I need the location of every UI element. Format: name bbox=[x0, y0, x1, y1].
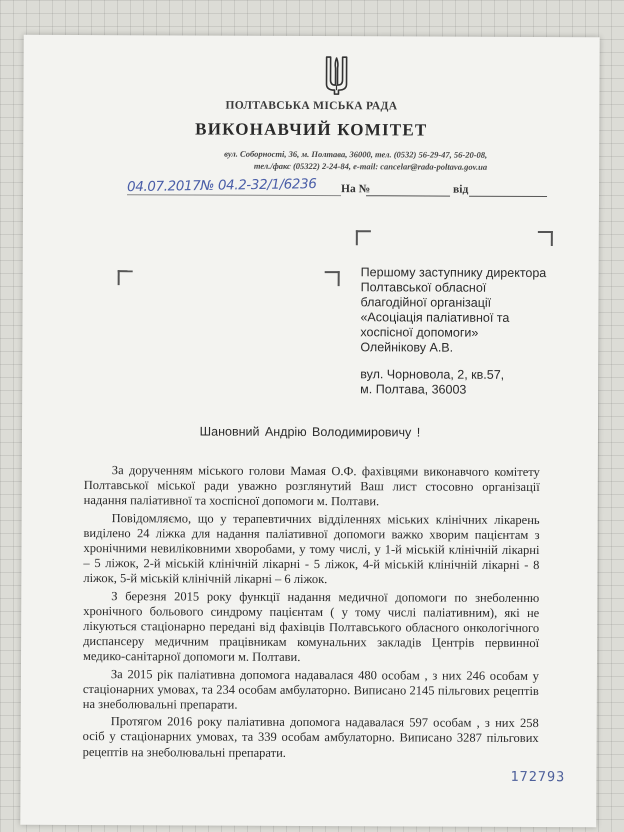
stamp-number: 172793 bbox=[510, 768, 566, 786]
recipient-line: «Асоціація паліативної та bbox=[360, 310, 510, 325]
salutation: Шановний Андрію Володимировичу ! bbox=[199, 424, 421, 440]
letter-sheet bbox=[20, 35, 599, 828]
paragraph: За дорученням міського голови Мамая О.Ф. фахівцями виконавчого комітету Полтавської міської ради уважно розглянутий Ваш лист стосовно організації надання паліативної та хоспісної допомоги м. Полтави. bbox=[83, 463, 540, 509]
paragraph: За 2015 рік паліативна допомога надавалася 480 особам , з них 246 особам у стаціонарних умовах, та 234 особам амбулаторно. Виписано 2145 пільгових рецептів на знеболювальні препарати. bbox=[82, 666, 539, 712]
reference-date-label: від bbox=[453, 183, 469, 196]
paragraph: Протягом 2016 року паліативна допомога надавалася 597 особам , з них 258 осіб у стаціонарних умовах, та 339 особам амбулаторно. Виписано 3287 пільгових рецептів на знеболювальні препарати. bbox=[82, 714, 539, 760]
reference-date-line bbox=[469, 196, 547, 197]
paragraph: З березня 2015 року функції надання медичної допомоги по знеболенню хронічного больового синдрому пацієнтам ( у тому числі паліативним), які не лікуються стаціонарно передані від фахівців Полтавського обласного онкологічного диспансеру медичним працівникам комунальних закладів Центрів первинної медико-санітарної допомоги м. Полтави. bbox=[82, 588, 540, 665]
recipient-line: хоспісної допомоги» bbox=[360, 325, 479, 340]
recipient-block bbox=[360, 265, 546, 356]
recipient-address bbox=[360, 367, 504, 398]
letter-body bbox=[83, 463, 540, 764]
recipient-line: благодійної організації bbox=[360, 295, 492, 310]
address-line: вул. Чорновола, 2, кв.57, bbox=[360, 367, 505, 382]
paragraph: Повідомляємо, що у терапевтичних відділеннях міських клінічних лікарень виділено 24 ліжка для надання паліативної допомоги важко хворим пацієнтам з хронічними невиліковними хворобами, у тому числі, у 1-й міській клінічній лікарні – 5 ліжок, 2-й міській клінічній лікарні - 5 ліжок, 4-й міській клінічній лікарні - 8 ліжок, 5-й міській клінічній лікарні – 6 ліжок. bbox=[83, 510, 540, 587]
reference-number-line bbox=[366, 195, 450, 196]
council-name: ПОЛТАВСЬКА МІСЬКА РАДА bbox=[225, 99, 398, 113]
corner-mark bbox=[325, 271, 340, 286]
corner-mark bbox=[356, 230, 371, 245]
address-line: м. Полтава, 36003 bbox=[360, 382, 467, 397]
trident-icon bbox=[323, 54, 349, 96]
recipient-line: Першому заступнику директора bbox=[360, 265, 547, 281]
corner-mark bbox=[118, 270, 133, 285]
handwritten-date-number: 04.07.2017№ 04.2-32/1/6236 bbox=[126, 176, 317, 196]
date-number-underline bbox=[127, 194, 341, 196]
reference-number-label: На № bbox=[341, 183, 371, 196]
contact-phone-email: тел./факс (05322) 2-24-84, e-mail: cancelar@rada-poltava.gov.ua bbox=[253, 160, 488, 172]
corner-mark bbox=[538, 231, 553, 246]
recipient-line: Полтавської обласної bbox=[360, 280, 487, 295]
committee-name: ВИКОНАВЧИЙ КОМІТЕТ bbox=[195, 119, 428, 140]
recipient-line: Олейнікову А.В. bbox=[360, 340, 454, 355]
contact-address: вул. Соборності, 36, м. Полтава, 36000, тел. (0532) 56-29-47, 56-20-08, bbox=[224, 148, 488, 160]
